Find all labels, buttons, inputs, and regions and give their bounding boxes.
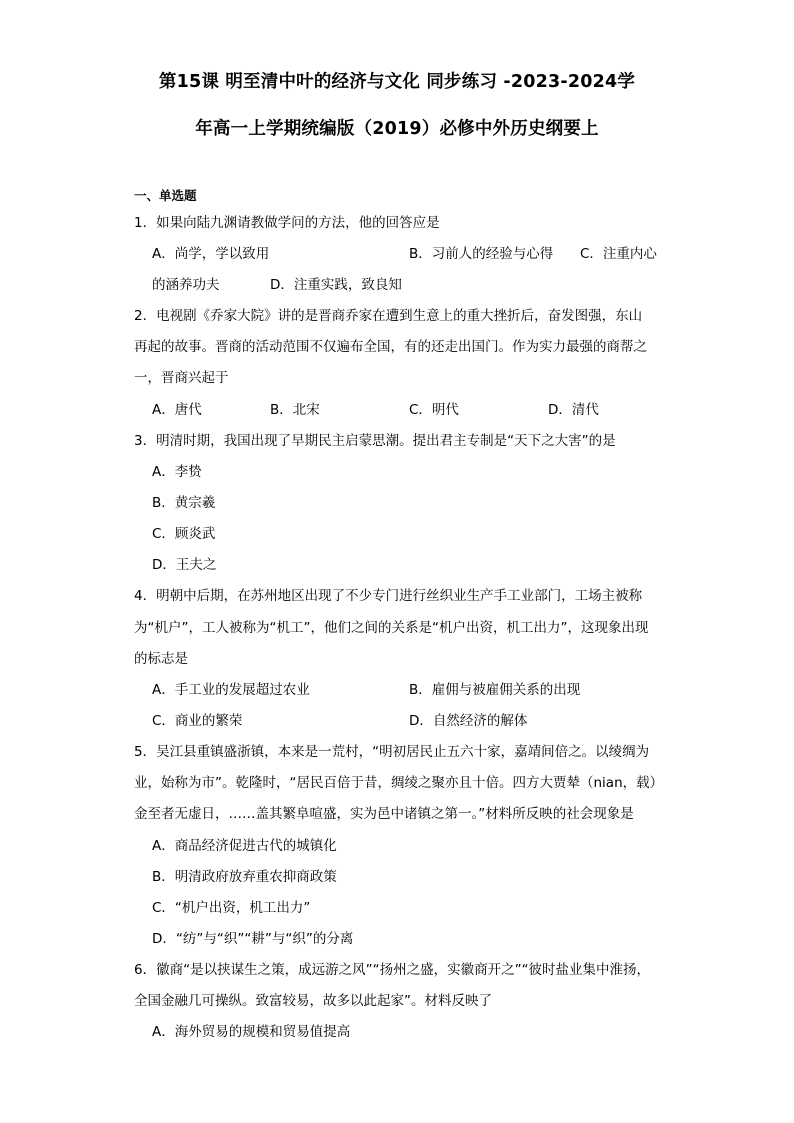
option-d: D．自然经济的解体 [409,713,528,729]
option-d: D．“纺”与“织”“耕”与“织”的分离 [152,931,354,947]
question-stem: 4．明朝中后期，在苏州地区出现了不少专门进行丝织业生产手工业部门，工场主被称 [134,588,643,604]
option-a: A．手工业的发展超过农业 [152,682,310,698]
title-line-2: 年高一上学期统编版（2019）必修中外历史纲要上 [195,119,599,139]
question-stem: 1．如果向陆九渊请教做学问的方法，他的回答应是 [134,215,440,231]
option-c: C．商业的繁荣 [152,713,243,729]
question-stem: 3．明清时期，我国出现了早期民主启蒙思潮。提出君主专制是“天下之大害”的是 [134,433,616,449]
question-stem: 金至者无虚日，……盖其繁阜喧盛，实为邑中诸镇之第一。”材料所反映的社会现象是 [134,806,634,822]
option-d: D．清代 [548,402,599,418]
question-stem: 一，晋商兴起于 [134,370,229,386]
option-b: B．雇佣与被雇佣关系的出现 [409,682,581,698]
question-stem: 全国金融几可操纵。致富较易，故多以此起家”。材料反映了 [134,993,492,1009]
option-b: B．明清政府放弃重农抑商政策 [152,869,337,885]
question-stem: 2．电视剧《乔家大院》讲的是晋商乔家在遭到生意上的重大挫折后，奋发图强，东山 [134,308,643,324]
section-heading: 一、单选题 [134,188,197,203]
option-c-continued: 的涵养功夫 [152,277,220,293]
option-a: A．海外贸易的规模和贸易值提高 [152,1024,351,1040]
question-stem: 5．吴江县重镇盛浙镇，本来是一荒村，“明初居民止五六十家，嘉靖间倍之。以绫绸为 [134,744,650,760]
question-stem: 6．徽商“是以挟谋生之策，成远游之风”“扬州之盛，实徽商开之”“彼时盐业集中淮扬， [134,962,651,978]
option-c: C．注重内心 [580,246,657,262]
option-b: B．黄宗羲 [152,495,216,511]
question-stem: 再起的故事。晋商的活动范围不仅遍布全国，有的还走出国门。作为实力最强的商帮之 [134,339,647,355]
option-c: C．顾炎武 [152,526,216,542]
option-d: D．注重实践，致良知 [270,277,402,293]
option-d: D．王夫之 [152,557,217,573]
question-stem: 的标志是 [134,651,188,667]
option-a: A．唐代 [152,402,202,418]
option-b: B．习前人的经验与心得 [409,246,554,262]
title-line-1: 第15课 明至清中叶的经济与文化 同步练习 -2023-2024学 [158,72,636,92]
option-b: B．北宋 [270,402,320,418]
option-c: C．“机户出资，机工出力” [152,900,311,916]
option-a: A．商品经济促进古代的城镇化 [152,838,337,854]
question-stem: 为“机户”，工人被称为“机工”，他们之间的关系是“机户出资，机工出力”，这现象出现 [134,620,649,636]
option-a: A．李贽 [152,464,202,480]
question-stem: 业，始称为市”。乾隆时，“居民百倍于昔，绸绫之聚亦且十倍。四方大贾辇（nian，载） [134,775,664,791]
option-a: A．尚学，学以致用 [152,246,270,262]
option-c: C．明代 [409,402,459,418]
